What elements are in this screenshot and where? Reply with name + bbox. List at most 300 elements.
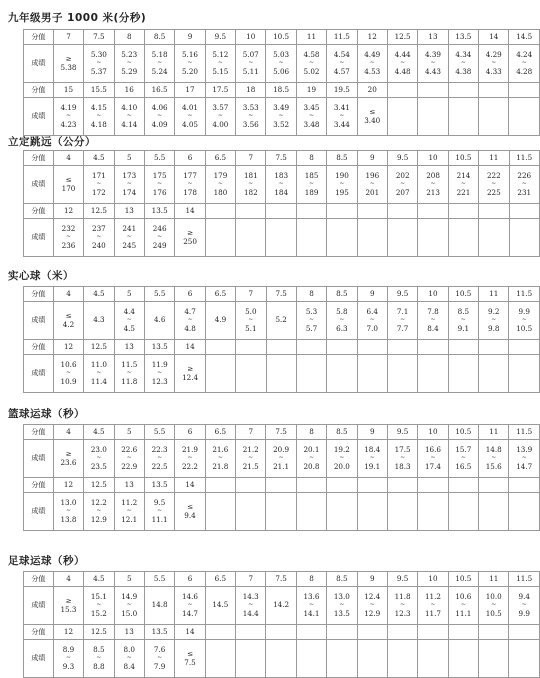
score-cell: [205, 204, 235, 219]
score-cell: [479, 340, 509, 355]
result-value: 5.11: [242, 66, 259, 76]
score-cell: 7.5: [266, 287, 296, 302]
score-cell: [448, 83, 478, 98]
result-value: ~: [460, 59, 466, 67]
result-value: ~: [157, 59, 163, 67]
score-cell: 9.5: [205, 30, 235, 45]
score-cell: [266, 204, 296, 219]
result-cell: [236, 219, 266, 257]
result-value: ~: [400, 454, 406, 462]
result-value: 13.0: [333, 591, 350, 601]
result-value: ~: [157, 507, 163, 515]
score-cell: [266, 478, 296, 493]
result-value: 236: [61, 240, 76, 250]
result-value: ~: [430, 180, 436, 188]
result-value: ~: [339, 454, 345, 462]
result-value: 3.41: [333, 102, 350, 112]
result-value: 22.9: [121, 461, 138, 471]
score-cell: 10.5: [448, 572, 478, 587]
result-cell: [205, 166, 235, 204]
result-value: 4.09: [151, 119, 168, 129]
score-cell: 6.5: [205, 151, 235, 166]
result-value: ~: [126, 59, 132, 67]
score-cell: 13.5: [145, 340, 175, 355]
result-value: 237: [92, 223, 106, 233]
result-value: 190: [335, 170, 349, 180]
result-cell: [53, 45, 83, 83]
result-value: 249: [152, 240, 167, 250]
result-value: 4.53: [364, 66, 381, 76]
result-value: 181: [243, 170, 258, 180]
result-value: 5.2: [275, 315, 287, 325]
result-value: 18.3: [394, 461, 411, 471]
score-cell: 14: [175, 204, 205, 219]
result-value: ~: [309, 180, 315, 188]
result-value: 174: [122, 187, 137, 197]
result-value: 23.6: [60, 457, 77, 467]
result-value: 4.29: [485, 49, 502, 59]
result-cell: [296, 45, 326, 83]
score-cell: [479, 478, 509, 493]
score-cell: 12: [53, 340, 83, 355]
result-value: ~: [157, 112, 163, 120]
result-value: ~: [248, 112, 254, 120]
result-cell: [114, 302, 144, 340]
result-value: 11.1: [455, 608, 472, 618]
result-value: 12.3: [151, 376, 168, 386]
score-cell: 7.5: [266, 572, 296, 587]
score-row: [24, 151, 540, 166]
score-cell: 11.5: [509, 572, 540, 587]
result-value: 3.45: [303, 102, 320, 112]
result-value: 12.3: [394, 608, 411, 618]
result-value: 5.18: [151, 49, 168, 59]
result-value: ~: [248, 601, 254, 609]
result-cell: [236, 166, 266, 204]
score-cell: 17.5: [205, 83, 235, 98]
result-value: ~: [308, 59, 315, 67]
score-label: 分值: [24, 625, 54, 640]
score-cell: 8.5: [327, 425, 357, 440]
result-cell: [84, 640, 114, 678]
result-value: 9.4: [518, 591, 530, 601]
result-value: ~: [248, 316, 254, 324]
result-value: ~: [126, 233, 132, 241]
result-cell: [418, 640, 448, 678]
score-cell: [357, 478, 387, 493]
result-value: 184: [274, 187, 289, 197]
result-value: 14.6: [181, 591, 198, 601]
result-cell: [266, 440, 296, 478]
result-value: 23.0: [90, 444, 107, 454]
result-cell: [479, 355, 509, 393]
result-label: 成绩: [24, 440, 54, 478]
result-cell: [84, 493, 114, 531]
score-cell: [479, 204, 509, 219]
score-cell: 13: [114, 625, 144, 640]
score-cell: 10: [236, 30, 266, 45]
result-value: 5.8: [336, 306, 348, 316]
result-cell: [509, 219, 540, 257]
result-value: 4.28: [516, 66, 533, 76]
result-cell: [327, 440, 357, 478]
result-value: 225: [486, 187, 501, 197]
result-value: ~: [126, 180, 132, 188]
result-value: 5.06: [273, 66, 290, 76]
result-value: 8.4: [427, 323, 439, 333]
result-cell: [296, 355, 326, 393]
result-cell: [387, 98, 417, 136]
result-row: [24, 587, 540, 625]
result-value: 16.6: [424, 444, 441, 454]
result-value: 10.6: [60, 359, 77, 369]
result-value: 5.29: [121, 66, 138, 76]
score-cell: [387, 204, 417, 219]
result-cell: [53, 166, 83, 204]
section-title: 立定跳远（公分）: [8, 136, 96, 148]
score-cell: [236, 625, 266, 640]
score-cell: 8.5: [327, 151, 357, 166]
score-cell: 16.5: [144, 83, 174, 98]
score-table: [23, 571, 540, 678]
result-cell: [357, 440, 387, 478]
score-cell: 12.5: [84, 204, 114, 219]
result-cell: [357, 587, 387, 625]
score-cell: 10.5: [266, 30, 296, 45]
score-cell: [509, 204, 540, 219]
result-cell: [114, 166, 144, 204]
result-value: ~: [430, 316, 436, 324]
result-value: 9.9: [518, 306, 530, 316]
result-cell: [387, 219, 417, 257]
result-cell: [175, 166, 205, 204]
result-value: 14.2: [273, 600, 290, 610]
result-cell: [205, 640, 235, 678]
result-value: ~: [278, 180, 284, 188]
score-cell: [418, 83, 448, 98]
result-value: 4.06: [151, 102, 168, 112]
score-cell: 6: [175, 425, 205, 440]
result-value: 4.23: [60, 119, 77, 129]
result-value: 5.3: [305, 306, 318, 316]
score-cell: 6.5: [205, 425, 235, 440]
result-value: 4.24: [516, 49, 533, 59]
result-cell: [236, 355, 266, 393]
result-value: ~: [66, 369, 72, 377]
section-title: 九年级男子 1000 米(分秒): [8, 12, 147, 24]
result-cell: [357, 166, 387, 204]
score-cell: 6: [175, 572, 205, 587]
result-value: 4.43: [424, 66, 441, 76]
score-cell: 4: [53, 287, 83, 302]
result-label: 成绩: [24, 98, 54, 136]
score-row: [24, 83, 540, 98]
result-value: 17.5: [394, 444, 411, 454]
result-cell: [114, 219, 144, 257]
result-value: 12.9: [90, 514, 107, 524]
result-cell: [205, 302, 235, 340]
result-value: 21.6: [212, 444, 229, 454]
result-value: 221: [456, 187, 471, 197]
score-cell: 9: [357, 287, 387, 302]
result-value: 240: [92, 240, 106, 250]
result-value: 11.1: [151, 514, 168, 524]
result-cell: [53, 355, 83, 393]
result-value: ~: [369, 180, 375, 188]
result-value: 15.1: [90, 591, 107, 601]
score-cell: 9: [357, 425, 387, 440]
result-value: 226: [517, 170, 532, 180]
result-value: 5.38: [60, 62, 77, 72]
result-row: [24, 166, 540, 204]
result-cell: [509, 98, 540, 136]
result-value: 250: [183, 236, 197, 246]
result-value: 20.0: [333, 461, 350, 471]
result-cell: [327, 355, 357, 393]
result-value: 196: [365, 170, 380, 180]
result-cell: [84, 166, 114, 204]
result-value: ~: [339, 180, 345, 188]
score-cell: 9.5: [387, 425, 417, 440]
result-cell: [509, 302, 540, 340]
result-cell: [357, 98, 387, 136]
score-cell: 13.5: [448, 30, 478, 45]
result-value: 4.5: [123, 323, 136, 333]
result-cell: [357, 219, 387, 257]
result-cell: [448, 166, 478, 204]
score-cell: 4: [53, 425, 83, 440]
result-cell: [448, 640, 478, 678]
result-value: ~: [187, 59, 193, 67]
result-cell: [236, 587, 266, 625]
result-value: 7.5: [184, 657, 196, 667]
result-value: 9.2: [488, 306, 500, 316]
result-value: ~: [126, 454, 132, 462]
result-value: 4.19: [60, 102, 77, 112]
result-value: 17.4: [424, 461, 441, 471]
score-cell: 14: [479, 30, 509, 45]
result-cell: [53, 98, 83, 136]
result-cell: [448, 440, 478, 478]
result-cell: [479, 45, 509, 83]
result-cell: [236, 640, 266, 678]
result-value: 22.5: [151, 461, 168, 471]
result-value: 13.9: [516, 444, 533, 454]
result-value: 241: [122, 223, 137, 233]
score-cell: [327, 340, 357, 355]
result-value: 5.24: [151, 66, 168, 76]
score-cell: 19: [296, 83, 326, 98]
score-cell: 14: [175, 478, 205, 493]
score-cell: [448, 204, 478, 219]
score-cell: 17: [175, 83, 205, 98]
score-cell: 8: [296, 425, 326, 440]
score-cell: [205, 625, 235, 640]
result-cell: [266, 355, 296, 393]
result-value: 214: [456, 170, 471, 180]
result-cell: [114, 440, 144, 478]
section-title: 实心球（米）: [8, 270, 74, 282]
result-value: 8.5: [93, 644, 105, 654]
result-value: ~: [157, 654, 163, 662]
result-cell: [387, 302, 417, 340]
result-value: 7.9: [153, 661, 166, 671]
result-value: 4.9: [214, 315, 227, 325]
score-cell: 13.5: [144, 625, 174, 640]
result-value: 15.2: [90, 608, 107, 618]
result-cell: [205, 45, 235, 83]
result-value: 20.1: [303, 444, 320, 454]
result-value: ~: [369, 454, 375, 462]
result-value: 8.8: [93, 661, 105, 671]
result-cell: [448, 45, 478, 83]
result-value: ~: [217, 59, 223, 67]
result-value: ≥: [187, 364, 194, 373]
score-cell: 6.5: [205, 287, 235, 302]
result-cell: [448, 355, 478, 393]
result-cell: [418, 440, 448, 478]
result-value: 5.02: [303, 66, 320, 76]
result-cell: [357, 45, 387, 83]
score-cell: [357, 340, 387, 355]
result-value: 16.5: [455, 461, 472, 471]
result-value: 182: [243, 187, 258, 197]
result-cell: [296, 219, 326, 257]
score-cell: [236, 478, 266, 493]
result-value: ~: [278, 112, 284, 120]
result-cell: [479, 302, 509, 340]
score-table: [23, 29, 540, 136]
result-row: [24, 98, 540, 136]
result-cell: [205, 219, 235, 257]
score-cell: [509, 625, 540, 640]
score-row: [24, 287, 540, 302]
result-value: 5.12: [212, 49, 229, 59]
score-cell: 4.5: [84, 287, 114, 302]
result-cell: [53, 493, 83, 531]
score-cell: [205, 340, 235, 355]
result-cell: [84, 587, 114, 625]
result-cell: [327, 640, 357, 678]
score-cell: 7: [236, 151, 266, 166]
result-value: 9.4: [184, 510, 196, 520]
score-cell: 7: [236, 572, 266, 587]
result-cell: [387, 640, 417, 678]
result-value: 9.9: [518, 608, 530, 618]
result-cell: [175, 493, 205, 531]
result-value: 11.8: [121, 376, 138, 386]
result-cell: [236, 45, 266, 83]
score-cell: 10.5: [448, 425, 478, 440]
result-cell: [296, 440, 326, 478]
result-cell: [479, 587, 509, 625]
result-cell: [175, 440, 205, 478]
result-cell: [296, 166, 326, 204]
result-cell: [448, 493, 478, 531]
score-cell: 5.5: [144, 572, 174, 587]
result-value: 21.8: [212, 461, 229, 471]
score-cell: 11: [479, 151, 509, 166]
score-cell: 13.5: [144, 204, 174, 219]
section-title: 足球运球（秒）: [8, 555, 85, 567]
score-label: 分值: [24, 425, 54, 440]
result-value: 10.9: [60, 376, 77, 386]
result-cell: [144, 587, 174, 625]
result-cell: [114, 355, 144, 393]
result-value: 8.0: [123, 644, 135, 654]
result-value: 4.01: [181, 102, 198, 112]
result-cell: [144, 493, 174, 531]
result-value: 14.8: [485, 444, 502, 454]
result-cell: [327, 493, 357, 531]
result-cell: [357, 640, 387, 678]
result-cell: [448, 219, 478, 257]
result-value: ~: [491, 316, 497, 324]
result-value: 22.3: [151, 444, 168, 454]
score-cell: [327, 204, 357, 219]
result-value: 13.6: [303, 591, 320, 601]
result-value: 5.0: [245, 306, 257, 316]
result-value: 10.5: [516, 323, 533, 333]
score-cell: [448, 478, 478, 493]
result-value: 11.5: [121, 359, 138, 369]
result-row: [24, 219, 540, 257]
result-cell: [387, 440, 417, 478]
result-value: 232: [61, 223, 76, 233]
score-cell: 11.5: [327, 30, 357, 45]
result-value: 12.2: [90, 497, 107, 507]
result-value: ~: [157, 180, 163, 188]
result-cell: [418, 355, 448, 393]
score-cell: [236, 340, 266, 355]
result-value: 4.49: [364, 49, 381, 59]
result-value: ~: [369, 59, 375, 67]
result-value: 5.15: [212, 66, 229, 76]
result-cell: [296, 302, 326, 340]
result-value: ~: [157, 233, 163, 241]
result-value: 19.1: [364, 461, 381, 471]
result-value: 12.4: [182, 372, 199, 382]
result-value: 189: [304, 187, 319, 197]
result-cell: [509, 493, 540, 531]
result-value: 171: [92, 170, 106, 180]
score-cell: 7.5: [266, 151, 296, 166]
score-cell: 18.5: [266, 83, 296, 98]
result-value: ~: [308, 112, 315, 120]
result-cell: [145, 302, 175, 340]
result-cell: [236, 98, 266, 136]
result-cell: [175, 219, 205, 257]
result-value: ≥: [65, 449, 72, 458]
result-value: 14.8: [151, 600, 168, 610]
score-cell: [296, 340, 326, 355]
score-cell: 11: [296, 30, 326, 45]
result-value: 3.56: [242, 119, 259, 129]
result-value: 5.16: [181, 49, 198, 59]
result-value: 21.2: [242, 444, 259, 454]
score-cell: [266, 340, 296, 355]
score-cell: 16: [114, 83, 144, 98]
score-cell: 5.5: [144, 425, 174, 440]
score-row: [24, 478, 540, 493]
result-value: 10.0: [485, 591, 502, 601]
result-label: 成绩: [24, 166, 54, 204]
result-value: ~: [491, 59, 497, 67]
result-cell: [236, 302, 266, 340]
result-cell: [327, 587, 357, 625]
result-cell: [266, 98, 296, 136]
score-cell: [387, 625, 417, 640]
